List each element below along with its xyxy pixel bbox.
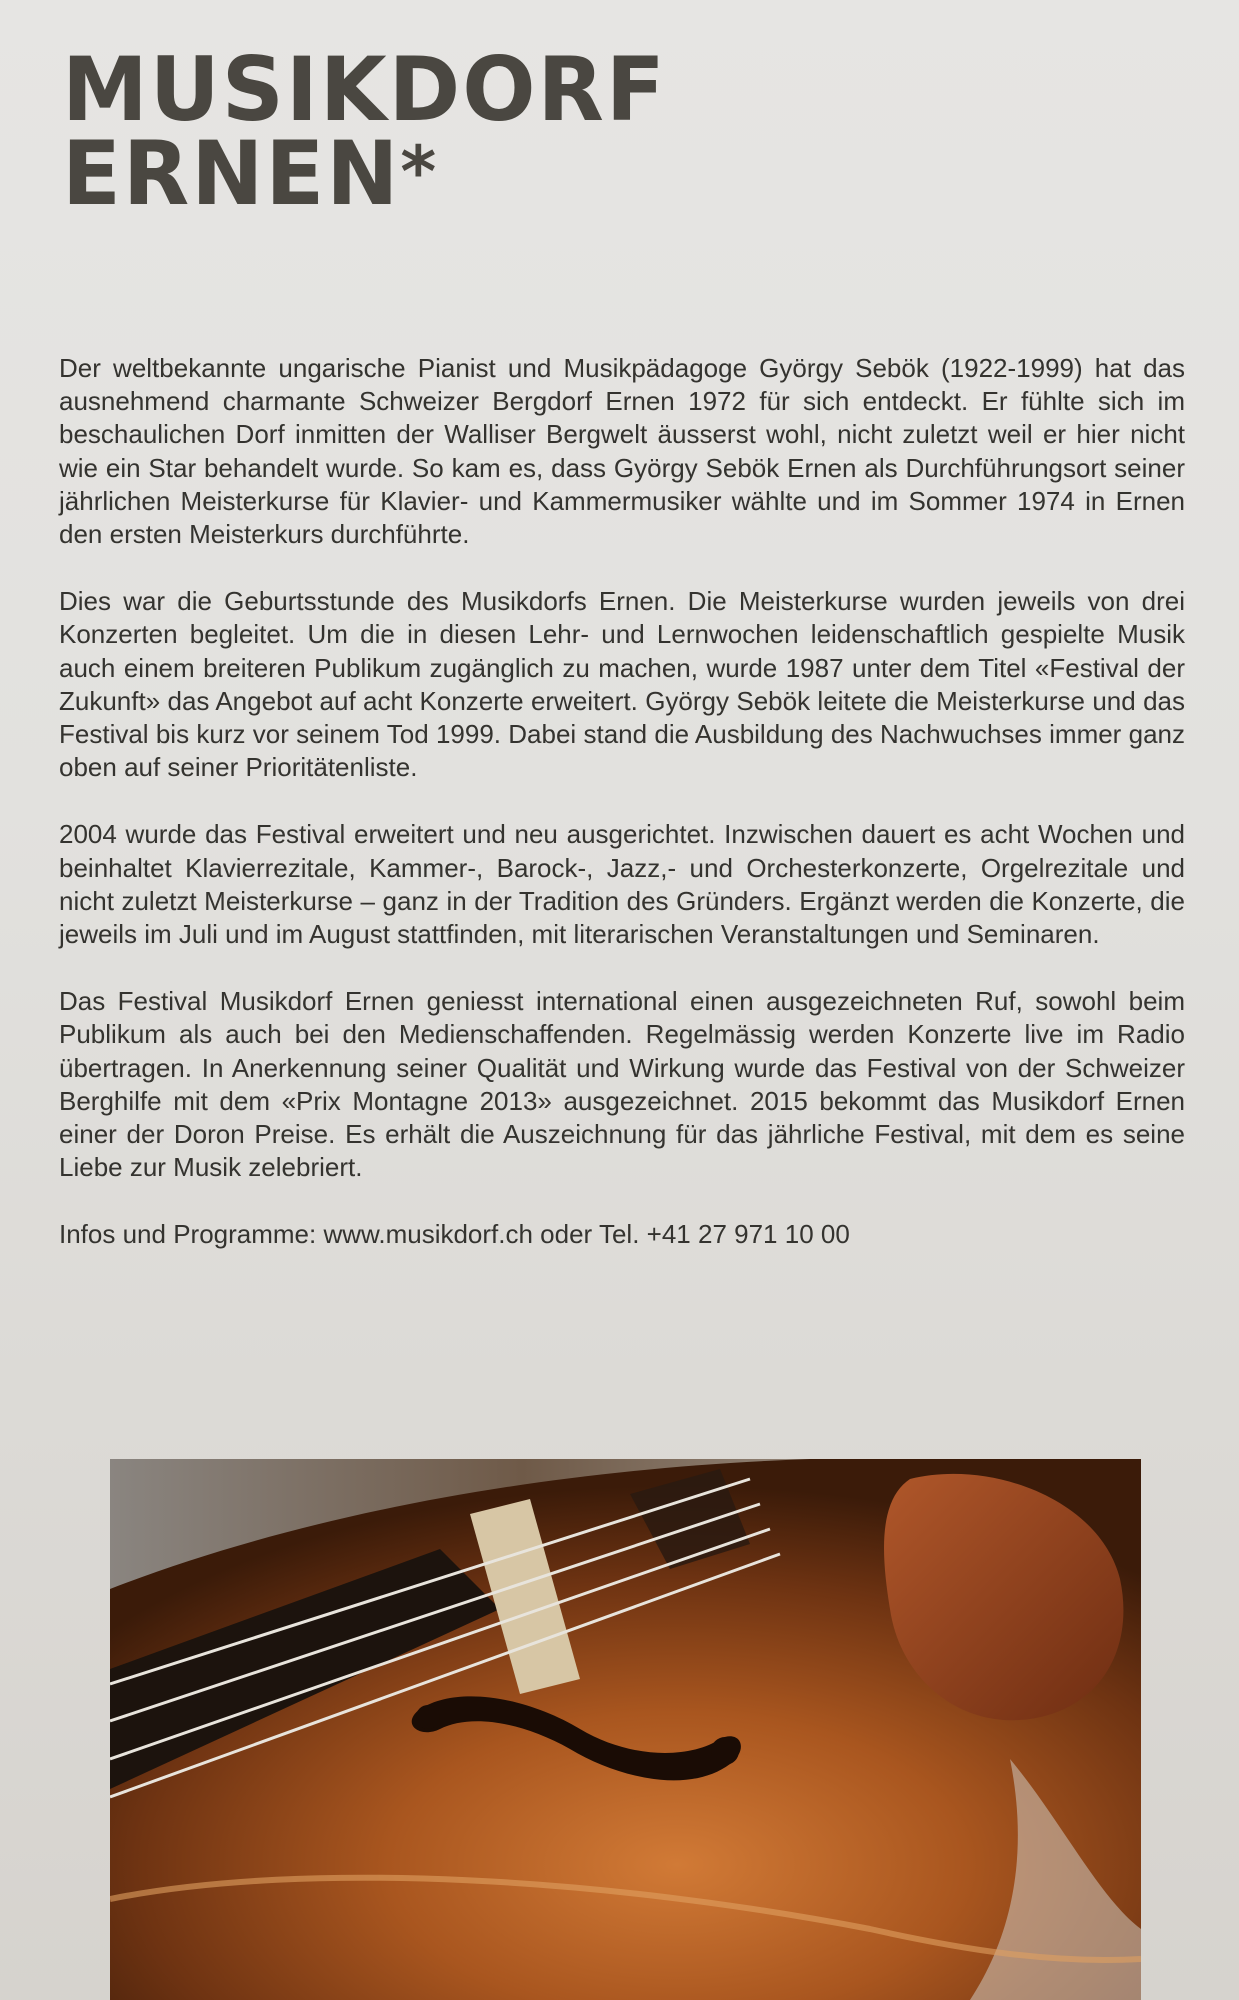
f-hole-eye-lower bbox=[711, 1737, 739, 1765]
paragraph-reputation: Das Festival Musikdorf Ernen geniesst international einen ausgezeichneten Ruf, sowohl beim Publikum als auch bei den Medienschaffenden. Regelmässig werden Konzerte live im Radio übertragen. In Anerkennung seiner Qualität und Wirkung wurde das Festival von der Schweizer Berghilfe mit dem «Prix Montagne 2013» ausgezeichnet. 2015 bekommt das Musikdorf Ernen einer der Doron Preise. Es erhält die Auszeichnung für das jährliche Festival, mit dem es seine Liebe zur Musik zelebriert. bbox=[59, 986, 1185, 1183]
body-text bbox=[59, 352, 1185, 1286]
f-hole-eye-upper bbox=[416, 1705, 440, 1729]
musikdorf-ernen-logo bbox=[62, 38, 667, 225]
logo-asterisk-mark: * bbox=[400, 131, 439, 213]
paragraph-expansion: 2004 wurde das Festival erweitert und neu ausgerichtet. Inzwischen dauert es acht Wochen und beinhaltet Klavierrezitale, Kammer-, Barock-, Jazz,- und Orchesterkonzerte, Orgelrezitale und nicht zuletzt Meisterkurse – ganz in der Tradition des Gründers. Ergänzt werden die Konzerte, die jeweils im Juli und im August stattfinden, mit literarischen Veranstaltungen und Seminaren. bbox=[59, 819, 1185, 950]
violin-photo bbox=[110, 1459, 1141, 2000]
contact-info: Infos und Programme: www.musikdorf.ch oder Tel. +41 27 971 10 00 bbox=[59, 1219, 850, 1250]
logo-line-2 bbox=[62, 122, 667, 225]
paragraph-history: Der weltbekannte ungarische Pianist und Musikpädagoge György Sebök (1922-1999) hat das ausnehmend charmante Schweizer Bergdorf Ernen 1972 für sich entdeckt. Er fühlte sich im beschaulichen Dorf inmitten der Walliser Bergwelt äusserst wohl, nicht zuletzt weil er hier nicht wie ein Star behandelt wurde. So kam es, dass György Sebök Ernen als Durchführungsort seiner jährlichen Meisterkurse für Klavier- und Kammermusiker wählte und im Sommer 1974 in Ernen den ersten Meisterkurs durchführte. bbox=[59, 353, 1185, 550]
logo-line-1: MUSIKDORF bbox=[62, 38, 667, 141]
logo-line-2-text: ERNEN bbox=[62, 122, 401, 225]
paragraph-festival-origin: Dies war die Geburtsstunde des Musikdorfs Ernen. Die Meisterkurse wurden jeweils von drei Konzerten begleitet. Um die in diesen Lehr- und Lernwochen leidenschaftlich gespielte Musik auch einem breiteren Publikum zugänglich zu machen, wurde 1987 unter dem Titel «Festival der Zukunft» das Angebot auf acht Konzerte erweitert. György Sebök leitete die Meisterkurse und das Festival bis kurz vor seinem Tod 1999. Dabei stand die Ausbildung des Nachwuchses immer ganz oben auf seiner Prioritätenliste. bbox=[59, 586, 1185, 783]
violin-illustration bbox=[110, 1459, 1141, 2000]
